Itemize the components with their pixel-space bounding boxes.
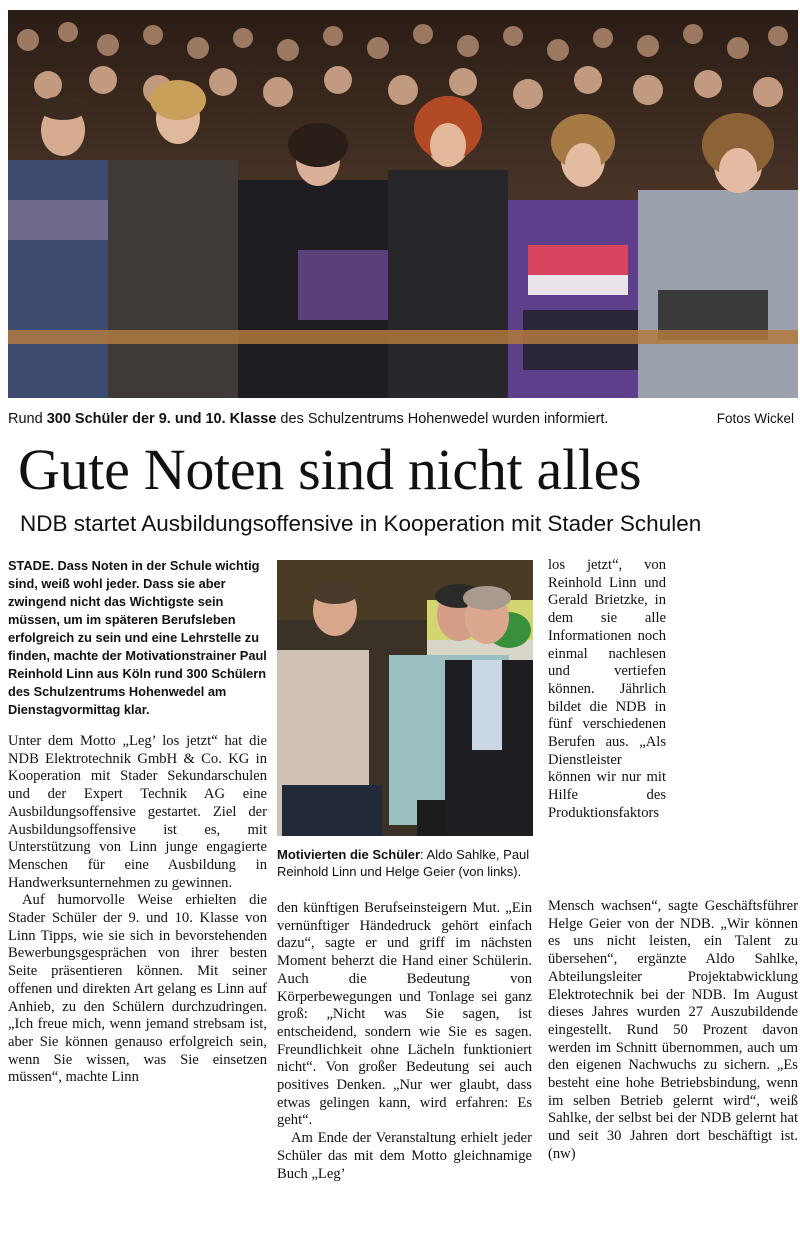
headline: Gute Noten sind nicht alles bbox=[18, 437, 642, 502]
top-photo-caption bbox=[8, 410, 798, 428]
body-paragraph: Auf humorvolle Weise erhielten die Stader Schüler der 9. und 10. Klasse von Linn Tipps, wie sie sich in bevorstehenden Bewerbungsgesprächen von ihrer besten Seite präsentieren können. Mit seiner offenen und direkten Art gelang es Linn auf Anhieb, zu den Schülern durchzudringen. „Ich freue mich, wenn jemand strebsam ist, aber Sie können genauso erfolgreich sein, wenn Sie wissen, was Sie einsetzen müssen“, machte Linn bbox=[8, 892, 267, 1086]
body-paragraph: den künftigen Berufseinsteigern Mut. „Ein vernünftiger Händedruck gehört einfach dazu“, sagte er und griff im nächsten Moment beherzt die Hand einer Schülerin. Auch die Bedeutung von Körperbewegungen und Tonlage sei ganz groß: „Nicht was Sie sagen, ist entscheidend, sondern wie Sie es sagen. Freundlichkeit ohne Lächeln funktioniert nicht“. Von großer Bedeutung sei auch positives Denken. „Nur wer glaubt, dass etwas gelingen kann, wird erfahren: Es geht“. bbox=[277, 900, 532, 1129]
subheadline: NDB startet Ausbildungsoffensive in Kooperation mit Stader Schulen bbox=[20, 511, 702, 536]
article-column-1 bbox=[8, 557, 267, 1087]
article-column-2 bbox=[277, 900, 532, 1183]
article-column-3-top bbox=[548, 557, 666, 823]
body-paragraph: Am Ende der Veranstaltung erhielt jeder Schüler das mit dem Motto gleichnamige Buch „Leg’ bbox=[277, 1130, 532, 1182]
photo-credit: Fotos Wickel bbox=[716, 411, 794, 426]
caption-highlight: 300 Schüler der 9. und 10. Klasse bbox=[46, 411, 277, 427]
audience-photo bbox=[8, 10, 798, 398]
caption-rest: : Aldo Sahlke, Paul Reinhold Linn und Helge Geier (von links). bbox=[277, 847, 530, 879]
body-paragraph: Mensch wachsen“, sagte Geschäftsführer Helge Geier von der NDB. „Wir können es uns nicht leisten, ein Talent zu übersehen“, ergänzte Aldo Sahlke, Abteilungsleiter Projektabwicklung Elektrotechnik bei der NDB. Im August dieses Jahres wurden 27 Auszubildende eingestellt. Rund 50 Prozent davon werden im Schnitt übernommen, auch um den eigenen Nachwuchs zu sichern. „Es besteht eine hohe Betriebsbindung, wenn im selben Betrieb gelernt wird“, weiß Sahlke, der selbst bei der NDB gelernt hat und seit 30 Jahren dort beschäftigt ist. (nw) bbox=[548, 898, 798, 1162]
body-paragraph: Unter dem Motto „Leg’ los jetzt“ hat die NDB Elektrotechnik GmbH & Co. KG in Kooperation mit Stader Sekundarschulen und der Expert Technik AG eine Ausbildungsoffensive gestartet. Ziel der Ausbildungsoffensive ist es, mit Unterstützung von Linn junge engagierte Menschen für eine Ausbildung in Handwerksunternehmen zu gewinnen. bbox=[8, 733, 267, 891]
lead-paragraph: STADE. Dass Noten in der Schule wichtig sind, weiß wohl jeder. Dass sie aber zwingend nicht das Wichtigste sein müssen, um im späteren Berufsleben erfolgreich zu sein und eine Lehrstelle zu finden, machte der Motivationstrainer Paul Reinhold Linn aus Köln rund 300 Schülern des Schulzentrums Hohenwedel am Dienstagvormittag klar. bbox=[8, 558, 267, 717]
caption-bold: Motivierten die Schüler bbox=[277, 847, 421, 862]
article-column-3-bottom bbox=[548, 898, 798, 1164]
caption-text-end: des Schulzentrums Hohenwedel wurden informiert. bbox=[276, 411, 609, 427]
speakers-photo bbox=[277, 560, 533, 836]
body-paragraph: los jetzt“, von Reinhold Linn und Gerald Brietzke, in dem sie alle Informationen noch einmal nachlesen und vertiefen können. Jährlich bildet die NDB in fünf verschiedenen Berufen aus. „Als Dienstleister können wir nur mit Hilfe des Produktionsfaktors bbox=[548, 557, 666, 821]
speakers-photo-caption bbox=[277, 846, 533, 880]
caption-text-start: Rund bbox=[8, 411, 47, 427]
